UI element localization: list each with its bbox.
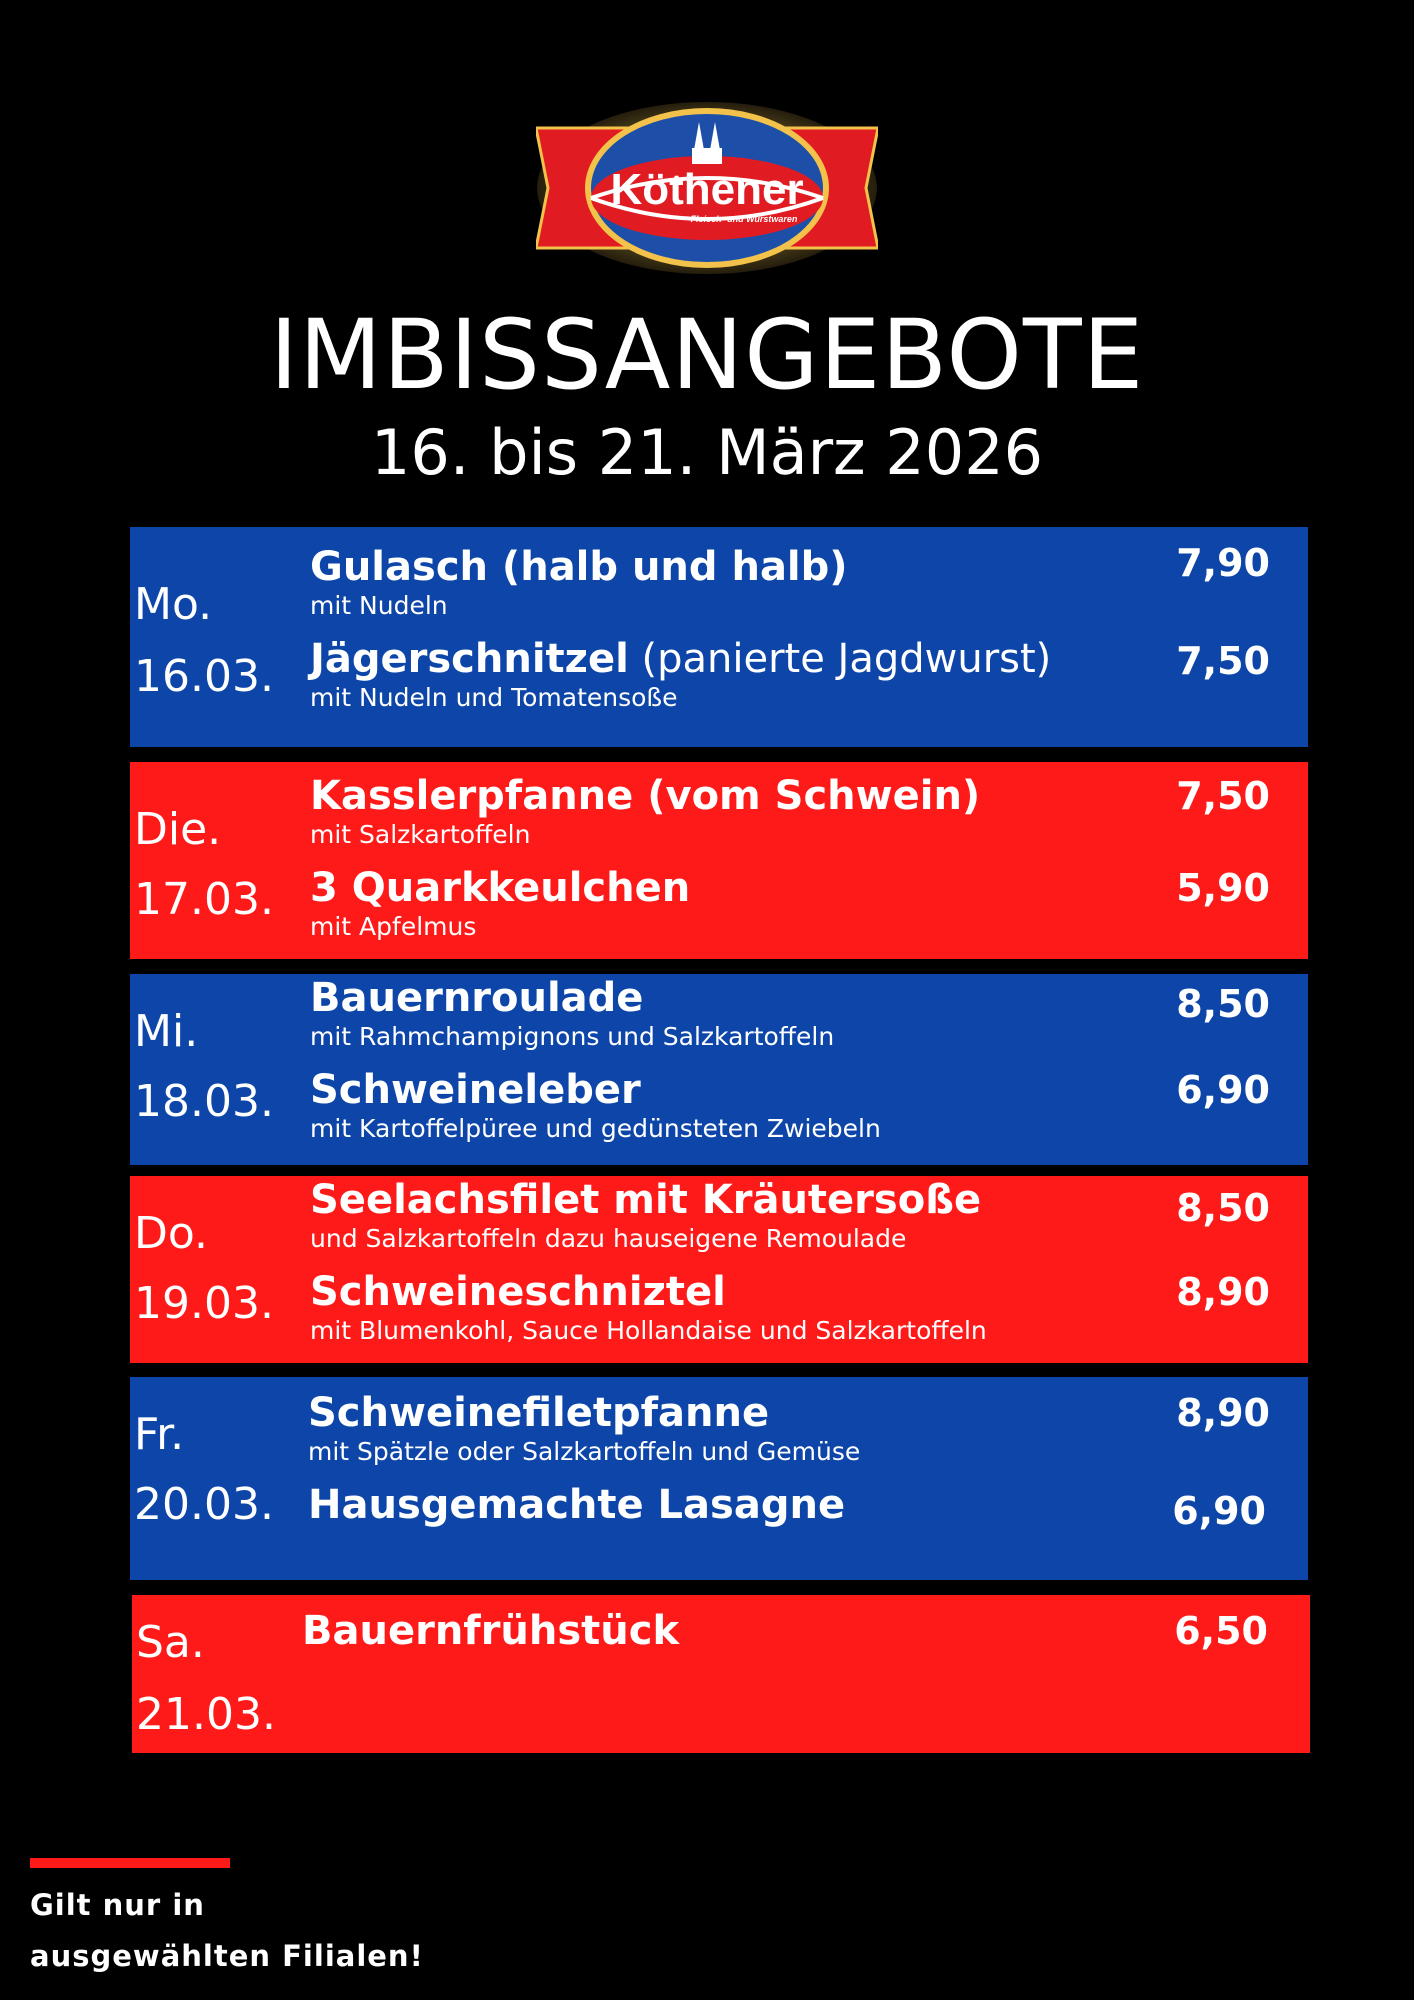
dish-price: 6,90 — [1176, 1068, 1270, 1112]
dish-name: Bauernfrühstück — [302, 1608, 680, 1654]
menu-item — [308, 1481, 1308, 1533]
day-block-saturday — [132, 1595, 1310, 1753]
page-title: IMBISSANGEBOTE — [269, 299, 1145, 411]
day-name: Mo. — [134, 579, 213, 630]
dish-price: 5,90 — [1176, 866, 1270, 910]
dish-name — [310, 543, 1308, 591]
dish-price: 6,90 — [1172, 1489, 1266, 1533]
dish-name: Kasslerpfanne (vom Schwein) — [310, 773, 981, 819]
day-date: 20.03. — [134, 1479, 274, 1530]
day-name: Sa. — [136, 1617, 205, 1668]
dish-side: mit Nudeln — [310, 591, 448, 620]
day-date: 18.03. — [134, 1076, 274, 1127]
dish-side: mit Salzkartoffeln — [310, 820, 531, 849]
logo-wordmark: Köthener — [610, 165, 804, 214]
day-block-tuesday — [130, 762, 1308, 959]
dish-side: mit Spätzle oder Salzkartoffeln und Gemüse — [308, 1437, 861, 1466]
footer-line-2: ausgewählten Filialen! — [30, 1939, 424, 1973]
day-name: Do. — [134, 1208, 209, 1259]
logo-tagline: Fleisch- und Wurstwaren — [690, 214, 798, 224]
dish-price: 7,50 — [1176, 639, 1270, 683]
menu-item — [310, 1268, 1308, 1346]
dish-price: 8,50 — [1176, 982, 1270, 1026]
dish-name: Schweineschniztel — [310, 1269, 726, 1315]
dish-title: Gulasch (halb und halb) — [310, 544, 848, 590]
day-name: Fr. — [134, 1409, 185, 1460]
dish-price: 8,90 — [1176, 1270, 1270, 1314]
dish-price: 8,50 — [1176, 1186, 1270, 1230]
dish-price: 7,90 — [1176, 541, 1270, 585]
dish-side: mit Apfelmus — [310, 912, 477, 941]
dish-side: und Salzkartoffeln dazu hauseigene Remoulade — [310, 1224, 907, 1253]
dish-price: 8,90 — [1176, 1391, 1270, 1435]
dish-name: Seelachsfilet mit Kräutersoße — [310, 1177, 982, 1223]
menu-item — [302, 1607, 1310, 1655]
dish-extra: (panierte Jagdwurst) — [628, 636, 1052, 682]
dish-name — [310, 635, 1308, 683]
day-block-monday — [130, 527, 1308, 747]
day-name: Die. — [134, 804, 222, 855]
dish-side: mit Kartoffelpüree und gedünsteten Zwiebeln — [310, 1114, 881, 1143]
day-name: Mi. — [134, 1006, 199, 1057]
footer-line-1: Gilt nur in — [30, 1888, 205, 1922]
dish-side: mit Blumenkohl, Sauce Hollandaise und Salzkartoffeln — [310, 1316, 987, 1345]
day-block-wednesday — [130, 974, 1308, 1165]
menu-item — [310, 864, 1308, 942]
menu-item — [310, 772, 1308, 850]
day-date: 17.03. — [134, 874, 274, 925]
day-date: 16.03. — [134, 651, 274, 702]
dish-name: Hausgemachte Lasagne — [308, 1482, 846, 1528]
menu-item — [308, 1389, 1308, 1467]
date-range: 16. bis 21. März 2026 — [370, 416, 1044, 489]
koethener-logo — [536, 100, 878, 276]
dish-price: 6,50 — [1174, 1609, 1268, 1653]
menu-item — [310, 1176, 1308, 1254]
day-date: 19.03. — [134, 1278, 274, 1329]
footer-accent-bar — [30, 1858, 230, 1868]
dish-side: mit Rahmchampignons und Salzkartoffeln — [310, 1022, 835, 1051]
dish-price: 7,50 — [1176, 774, 1270, 818]
dish-title: Jägerschnitzel — [310, 636, 629, 682]
dish-name: Schweineleber — [310, 1067, 641, 1113]
footer-note — [30, 1880, 530, 1982]
menu-item — [310, 1066, 1308, 1144]
dish-name: Bauernroulade — [310, 975, 644, 1021]
menu-item — [310, 974, 1308, 1052]
dish-name: Schweinefiletpfanne — [308, 1390, 770, 1436]
day-block-thursday — [130, 1176, 1308, 1363]
dish-name: 3 Quarkkeulchen — [310, 865, 691, 911]
menu-item — [310, 543, 1308, 621]
day-date: 21.03. — [136, 1689, 276, 1740]
dish-side: mit Nudeln und Tomatensoße — [310, 683, 678, 712]
day-block-friday — [130, 1377, 1308, 1580]
menu-item — [310, 635, 1308, 713]
